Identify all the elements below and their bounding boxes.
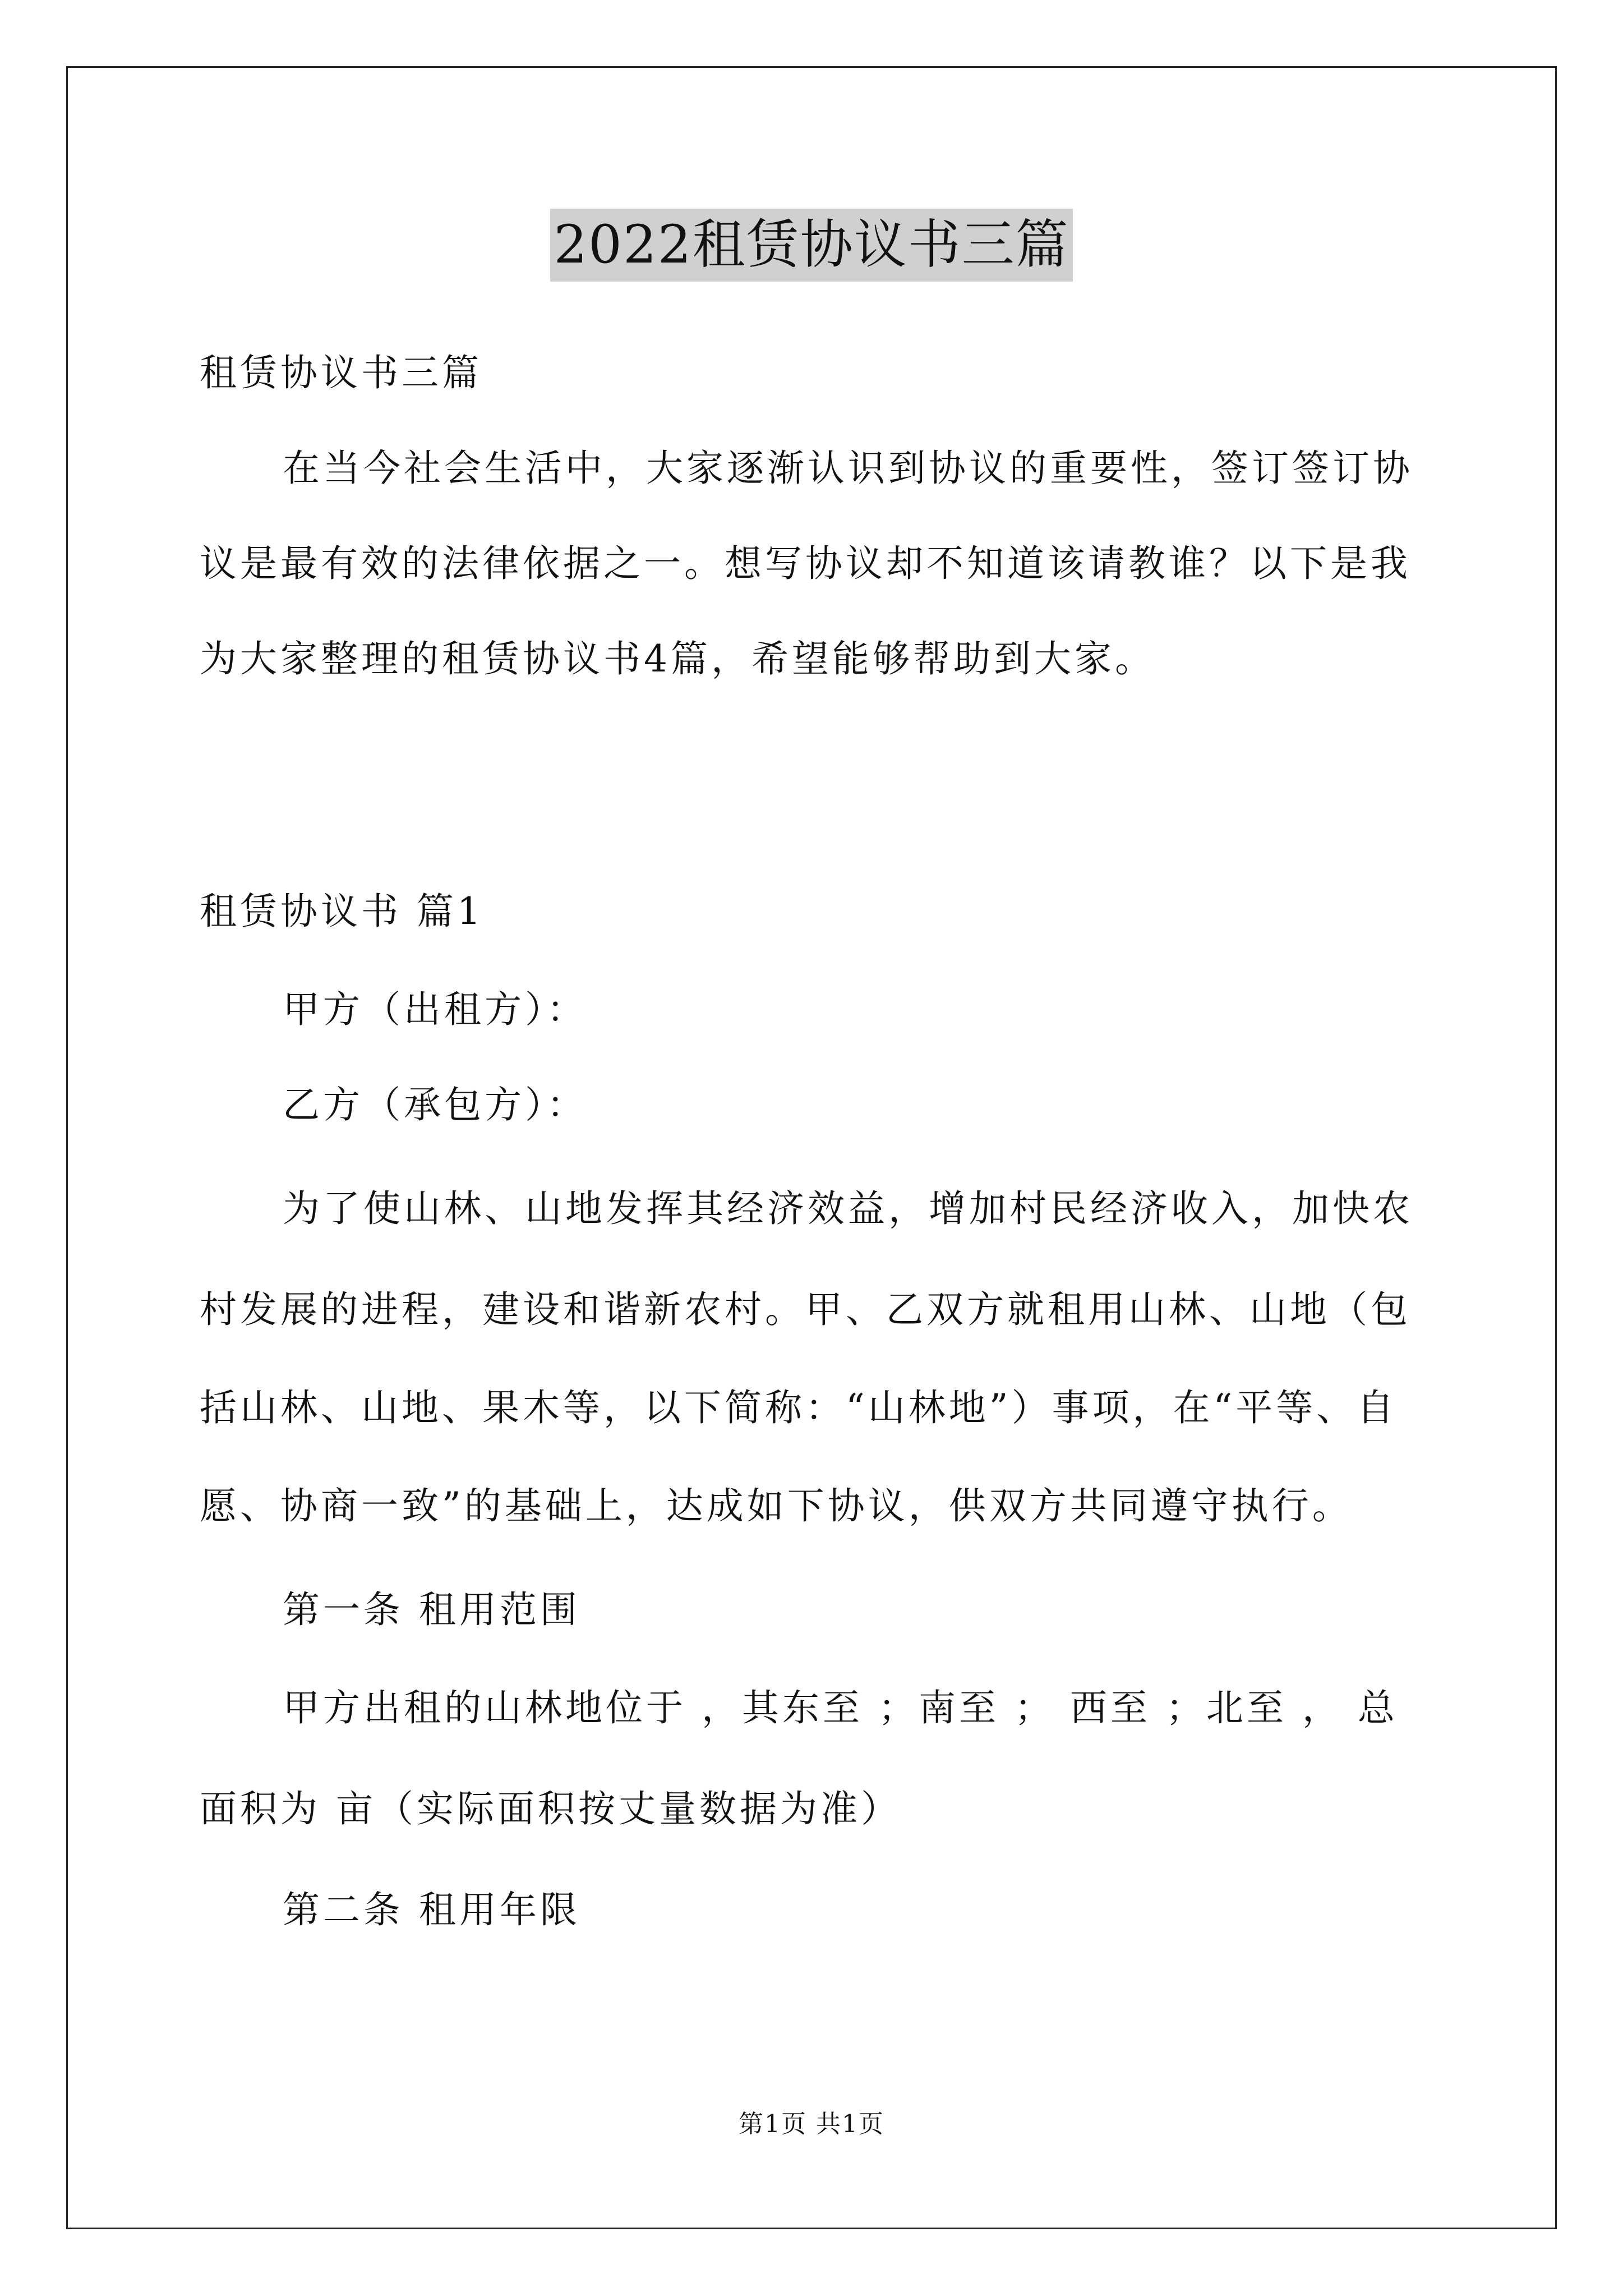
purpose-line-3: 括山林、山地、果木等，以下简称：“山林地”）事项，在“平等、自: [200, 1386, 1398, 1429]
purpose-line-4: 愿、协商一致”的基础上，达成如下协议，供双方共同遵守执行。: [200, 1484, 1353, 1527]
intro-line-1: 在当今社会生活中，大家逐渐认识到协议的重要性，签订签订协: [283, 447, 1413, 490]
article-1-line-2: 面积为 亩（实际面积按丈量数据为准）: [200, 1787, 901, 1830]
purpose-line-2: 村发展的进程，建设和谐新农村。甲、乙双方就租用山林、山地（包: [200, 1288, 1411, 1331]
document-title: 2022租赁协议书三篇: [550, 209, 1072, 282]
page-footer: 第1页 共1页: [739, 2110, 884, 2138]
intro-line-3: 为大家整理的租赁协议书4篇，希望能够帮助到大家。: [200, 637, 1155, 680]
article-1-line-1: 甲方出租的山林地位于 ，其东至 ；南至 ； 西至 ；北至 ， 总: [283, 1686, 1398, 1729]
article-2-title: 第二条 租用年限: [283, 1888, 580, 1931]
section-heading: 租赁协议书 篇1: [200, 890, 484, 933]
purpose-line-1: 为了使山林、山地发挥其经济效益，增加村民经济收入，加快农: [283, 1187, 1413, 1230]
subtitle: 租赁协议书三篇: [200, 351, 482, 394]
intro-line-2: 议是最有效的法律依据之一。想写协议却不知道该请教谁？以下是我: [200, 542, 1411, 585]
party-b: 乙方（承包方）：: [283, 1083, 587, 1126]
article-1-title: 第一条 租用范围: [283, 1588, 580, 1631]
title-container: [0, 209, 1623, 282]
party-a: 甲方（出租方）：: [283, 988, 587, 1031]
